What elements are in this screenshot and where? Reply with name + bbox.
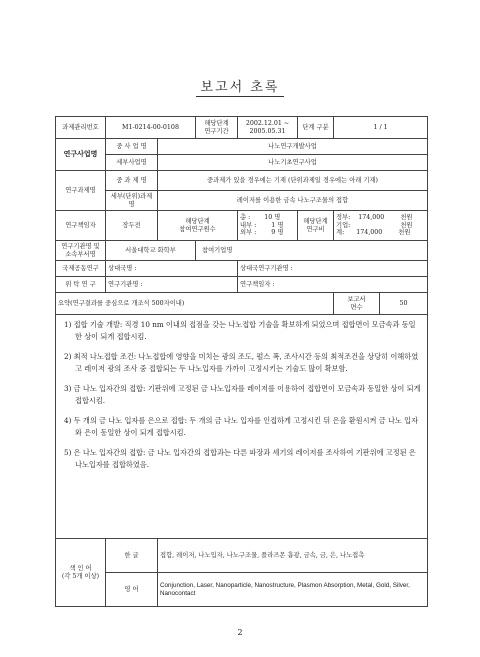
row-international: [56, 261, 428, 277]
task-sub-value: 레이저를 이용한 금속 나노구조물의 접합: [158, 191, 428, 211]
keywords-en-label: 영 어: [106, 573, 158, 607]
project-mid-label: 중 사 업 명: [106, 139, 158, 155]
summary-item: 2) 최적 나노접합 조건: 나노접합에 영향을 미치는 광의 조도, 펄스 폭, 조사시간 등의 최적조건을 상당히 이해하였고 레이저 광의 조사 중 접합되는 두 나노입자를 가까이 고정시키는 기술도 많이 확보함.: [64, 352, 419, 373]
title-underline: [196, 96, 284, 97]
member-count-label: 해당단계 참여연구원수: [158, 211, 238, 241]
row-project-mid: [56, 139, 428, 155]
task-mid-label: 중 과 제 명: [106, 171, 158, 191]
summary-body: [56, 315, 428, 539]
summary-item: 4) 두 개의 금 나노 입자를 은으로 접합: 두 개의 금 나노 입자를 인접하게 고정시킨 뒤 은을 환원시켜 금 나노 입자와 은이 동일한 상이 되게 접합시킴.: [64, 416, 419, 437]
pages-value: 50: [380, 293, 428, 315]
row-task-mid: [56, 171, 428, 191]
keywords-en-value: Conjunction, Laser, Nanoparticle, Nanostructure, Plasmon Absorption, Metal, Gold, Silver, Nanocontact: [158, 573, 428, 607]
researcher-name: 장두전: [106, 211, 158, 241]
summary-item: 5) 은 나노 입자간의 접합: 금 나노 입자간의 접합과는 다른 파장과 세기의 레이저를 조사하여 기판위에 고정된 은 나노입자를 접합하였음.: [64, 448, 416, 469]
stage-value: 1 / 1: [334, 117, 428, 139]
row-task-sub: [56, 191, 428, 211]
org-label: 연구기관명 및 소속부서명: [56, 241, 106, 261]
row-researcher: [56, 211, 428, 241]
abstract-table: [55, 116, 428, 607]
consign-head: 연구책임자 :: [238, 277, 428, 293]
mgmt-no-value: M1-0214-00-0108: [106, 117, 196, 139]
summary-label: 요약(연구결과를 중심으로 개조식 500자이내): [56, 293, 334, 315]
cost-values: 정부: 174,000 천원 기업: 천원 계: 174,000 천원: [334, 211, 428, 241]
row-summary-header: [56, 293, 428, 315]
keywords-label: 색 인 어 (각 5개 이상): [56, 539, 106, 607]
intl-country: 상대국명 :: [106, 261, 238, 277]
row-keywords-kr: [56, 539, 428, 573]
row-management: [56, 117, 428, 139]
keywords-kr-label: 한 글: [106, 539, 158, 573]
task-group-label: 연구과제명: [56, 171, 106, 211]
report-title: 보고서 초록: [200, 80, 280, 95]
project-sub-label: 세부사업명: [106, 155, 158, 171]
row-project-sub: [56, 155, 428, 171]
mgmt-no-label: 과제관리번호: [56, 117, 106, 139]
intl-inst: 상대국연구기관명 :: [238, 261, 428, 277]
project-mid-value: 나노연구개발사업: [158, 139, 428, 155]
row-organization: [56, 241, 428, 261]
project-group-label: 연구사업명: [56, 139, 106, 171]
summary-item: 3) 금 나노 입자간의 접합: 기판위에 고정된 금 나노입자를 레이저를 이용하여 접합면이 모금속과 동일한 상이 되게 접합시킴.: [64, 384, 421, 405]
summary-item: 1) 접합 기술 개발: 직경 10 nm 이내의 접점을 갖는 나노접합 기술을 확보하게 되었으며 접합면이 모금속과 동일한 상이 되게 접합시킴.: [64, 320, 416, 341]
row-summary-body: [56, 315, 428, 539]
row-keywords-en: [56, 573, 428, 607]
consign-inst: 연구기관명 :: [106, 277, 238, 293]
member-counts: 총 : 10 명 내부 : 1 명 외부 : 9 명: [238, 211, 298, 241]
keywords-kr-value: 접합, 레이저, 나노입자, 나노구조물, 플라즈몬 흡광, 금속, 금, 은, 나노접촉: [158, 539, 428, 573]
row-consignment: [56, 277, 428, 293]
page-number: 2: [237, 628, 243, 637]
period-value: 2002.12.01 ~ 2005.05.31: [238, 117, 298, 139]
pages-label: 보고서 면수: [334, 293, 380, 315]
stage-label: 단계 구분: [298, 117, 334, 139]
org-value: 서울대학교 화학부: [106, 241, 196, 261]
researcher-label: 연구책임자: [56, 211, 106, 241]
project-sub-value: 나노기초연구사업: [158, 155, 428, 171]
consign-label: 위 탁 연 구: [56, 277, 106, 293]
partner-company: 참여기업명: [196, 241, 428, 261]
task-sub-label: 세부(단위)과제명: [106, 191, 158, 211]
intl-label: 국제공동연구: [56, 261, 106, 277]
cost-label: 해당단계 연구비: [298, 211, 334, 241]
task-mid-value: 중과제가 있을 경우에는 기재 (단위과제일 경우에는 아래 기재): [158, 171, 428, 191]
period-label: 해당단계 연구기간: [196, 117, 238, 139]
